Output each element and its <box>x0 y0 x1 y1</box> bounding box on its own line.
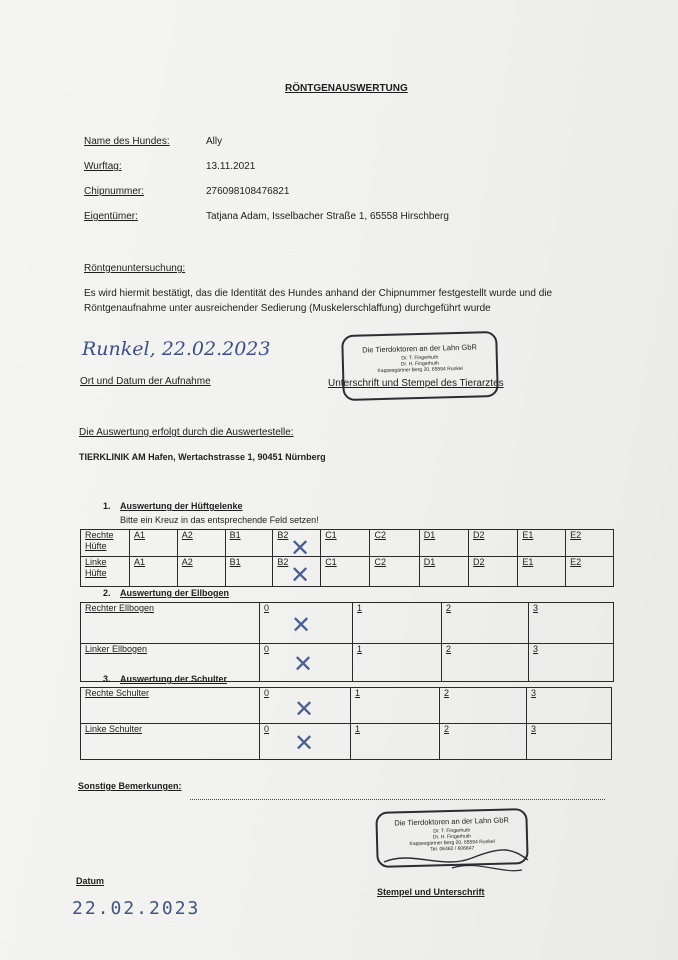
section2-title: Auswertung der Ellbogen <box>120 588 230 598</box>
elbow-table <box>80 602 614 682</box>
cross-mark-icon: ✕ <box>290 561 311 589</box>
shoulder-row-label: Rechte Schulter <box>81 688 260 724</box>
hip-row-label: Linke Hüfte <box>81 557 130 587</box>
hip-row-right <box>81 530 614 557</box>
hip-cell-d1[interactable]: D1 <box>419 557 468 587</box>
hip-cell-a2[interactable]: A2 <box>177 557 225 587</box>
field-label-owner: Eigentümer: <box>84 211 138 222</box>
shoulder-row-label: Linke Schulter <box>81 724 260 760</box>
section3-title: Auswertung der Schulter <box>120 674 228 684</box>
exam-text-line1: Es wird hiermit bestätigt, das die Identität des Hundes anhand der Chipnummer festgestellt wurde und die <box>84 288 553 299</box>
handwritten-place-date: Runkel, 22.02.2023 <box>82 338 271 360</box>
cross-mark-icon: ✕ <box>293 650 314 678</box>
shoulder-cell-2[interactable]: 2 <box>440 724 527 760</box>
hip-cell-d2[interactable]: D2 <box>469 557 518 587</box>
hip-cell-d1[interactable]: D1 <box>419 530 468 557</box>
section1-title: Auswertung der Hüftgelenke <box>120 501 243 511</box>
evaluator-label: Die Auswertung erfolgt durch die Auswertestelle: <box>79 427 294 438</box>
hip-row-label: Rechte Hüfte <box>81 530 130 557</box>
elbow-row-right <box>81 603 614 644</box>
hip-cell-e1[interactable]: E1 <box>518 557 566 587</box>
remarks-line[interactable] <box>190 799 605 800</box>
vet-stamp-bottom: Die Tierdoktoren an der Lahn GbR Dr. T. Fingerhuth Dr. H. Fingerhuth Kappesgärtner Berg 20, 65594 Runkel Tel. 06482 / 606847 <box>375 808 528 868</box>
shoulder-cell-1[interactable]: 1 <box>351 724 440 760</box>
field-value-birth-date: 13.11.2021 <box>206 161 256 172</box>
shoulder-row-left <box>81 724 612 760</box>
hip-row-left <box>81 557 614 587</box>
elbow-cell-1[interactable]: 1 <box>353 644 442 682</box>
hip-cell-b1[interactable]: B1 <box>225 557 273 587</box>
shoulder-table <box>80 687 612 760</box>
cross-mark-icon: ✕ <box>294 729 315 757</box>
shoulder-cell-1[interactable]: 1 <box>351 688 440 724</box>
hip-cell-a2[interactable]: A2 <box>177 530 225 557</box>
handwritten-date: 22.02.2023 <box>72 898 201 919</box>
hip-cell-c2[interactable]: C2 <box>370 530 419 557</box>
elbow-cell-3[interactable]: 3 <box>529 603 614 644</box>
elbow-cell-0[interactable]: 0 <box>260 644 353 682</box>
stamp-signature-label: Stempel und Unterschrift <box>377 887 485 897</box>
hip-cell-c1[interactable]: C1 <box>321 530 370 557</box>
cross-mark-icon: ✕ <box>294 695 315 723</box>
field-label-birth-date: Wurftag: <box>84 161 122 172</box>
hip-cell-c2[interactable]: C2 <box>370 557 419 587</box>
field-value-dog-name: Ally <box>206 136 223 147</box>
field-value-owner: Tatjana Adam, Isselbacher Straße 1, 65558 Hirschberg <box>206 211 449 222</box>
elbow-cell-0[interactable]: 0 <box>260 603 353 644</box>
hip-cell-b1[interactable]: B1 <box>225 530 273 557</box>
elbow-cell-3[interactable]: 3 <box>529 644 614 682</box>
place-date-label: Ort und Datum der Aufnahme <box>80 376 211 387</box>
field-label-chip: Chipnummer: <box>84 186 145 197</box>
hip-cell-e2[interactable]: E2 <box>566 557 614 587</box>
vet-stamp-top: Die Tierdoktoren an der Lahn GbR Dr. T. Fingerhuth Dr. H. Fingerhuth Kappesgärtner Berg 20, 65594 Runkel <box>341 331 499 401</box>
shoulder-cell-0[interactable]: 0 <box>260 724 351 760</box>
evaluator-name: TIERKLINIK AM Hafen, Wertachstrasse 1, 90451 Nürnberg <box>79 452 326 462</box>
page-title: RÖNTGENAUSWERTUNG <box>285 83 408 94</box>
hip-cell-e1[interactable]: E1 <box>518 530 566 557</box>
elbow-cell-1[interactable]: 1 <box>353 603 442 644</box>
shoulder-cell-2[interactable]: 2 <box>440 688 527 724</box>
cross-mark-icon: ✕ <box>290 534 311 562</box>
hip-cell-b2[interactable]: B2 <box>273 557 321 587</box>
section1-instruction: Bitte ein Kreuz in das entsprechende Feld setzen! <box>120 515 319 525</box>
hip-table <box>80 529 614 587</box>
exam-heading: Röntgenuntersuchung: <box>84 263 186 274</box>
vet-signature-label: Unterschrift und Stempel des Tierarztes <box>328 378 504 389</box>
exam-text-line2: Röntgenaufnahme unter ausreichender Sedierung (Muskelerschlaffung) durchgeführt wurde <box>84 303 491 314</box>
section3-number: 3. <box>103 674 111 684</box>
hip-cell-b2[interactable]: B2 <box>273 530 321 557</box>
field-value-chip: 276098108476821 <box>206 186 290 197</box>
elbow-row-label: Rechter Ellbogen <box>81 603 260 644</box>
shoulder-cell-0[interactable]: 0 <box>260 688 351 724</box>
cross-mark-icon: ✕ <box>291 611 312 639</box>
section1-number: 1. <box>103 501 111 511</box>
shoulder-cell-3[interactable]: 3 <box>527 724 612 760</box>
hip-cell-c1[interactable]: C1 <box>321 557 370 587</box>
field-label-dog-name: Name des Hundes: <box>84 136 170 147</box>
hip-cell-a1[interactable]: A1 <box>130 557 178 587</box>
date-label: Datum <box>76 876 105 886</box>
elbow-row-label: Linker Ellbogen <box>81 644 260 682</box>
elbow-cell-2[interactable]: 2 <box>442 603 529 644</box>
hip-cell-a1[interactable]: A1 <box>130 530 178 557</box>
hip-cell-e2[interactable]: E2 <box>566 530 614 557</box>
hip-cell-d2[interactable]: D2 <box>469 530 518 557</box>
shoulder-cell-3[interactable]: 3 <box>527 688 612 724</box>
signature-scribble <box>382 830 532 880</box>
shoulder-row-right <box>81 688 612 724</box>
section2-number: 2. <box>103 588 111 598</box>
elbow-cell-2[interactable]: 2 <box>442 644 529 682</box>
remarks-label: Sonstige Bemerkungen: <box>78 781 182 791</box>
